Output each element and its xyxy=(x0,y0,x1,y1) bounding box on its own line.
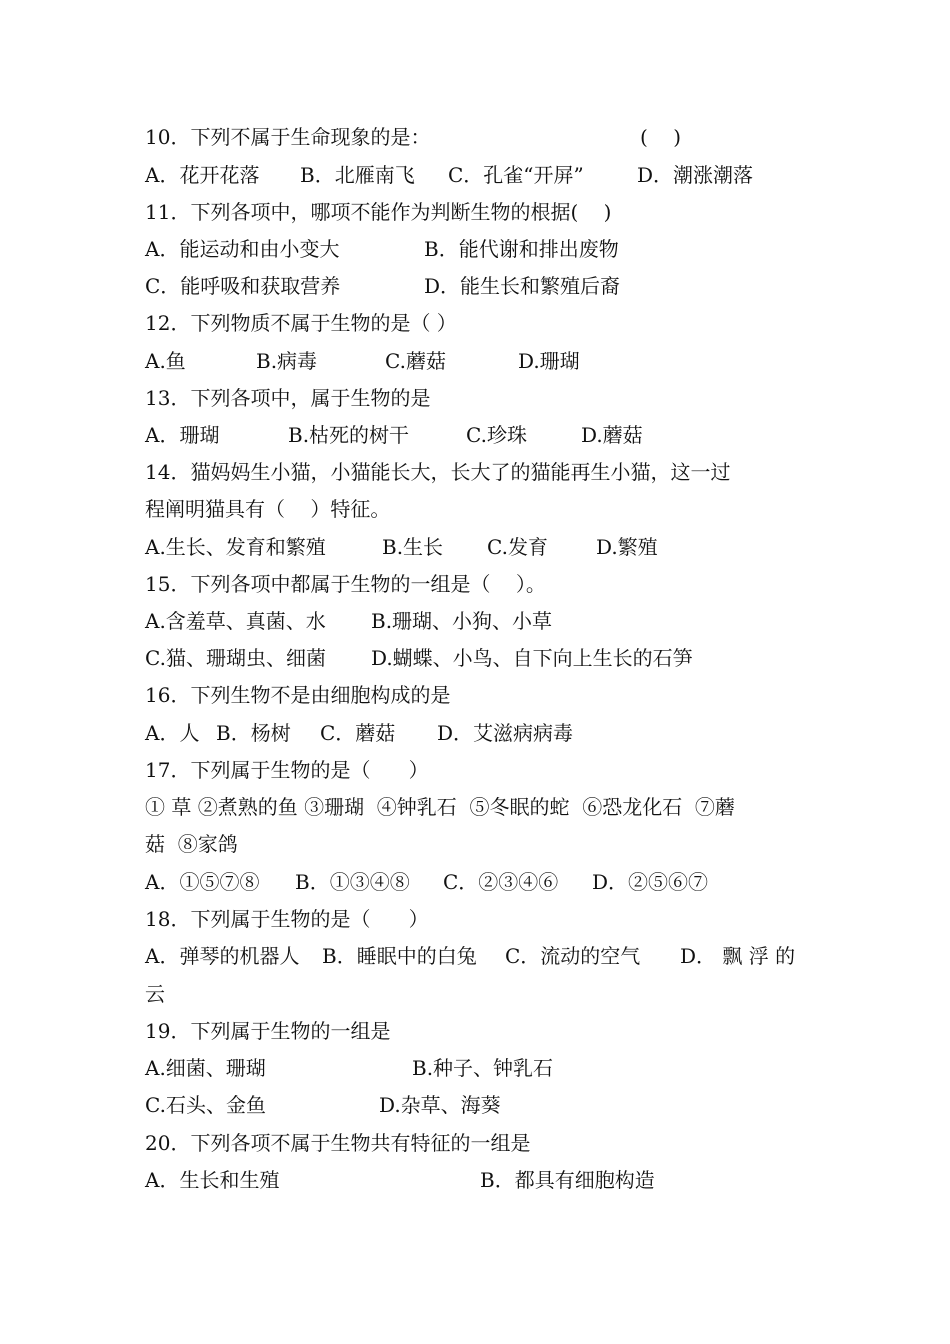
question-14-stem-line-2: 程阐明猫具有（ ）特征。 xyxy=(145,497,391,521)
option-d: D.繁殖 xyxy=(596,535,658,559)
option-d: D.杂草、海葵 xyxy=(379,1093,501,1117)
option-c: C.发育 xyxy=(487,535,548,559)
question-18-stem: 18．下列属于生物的是（ ） xyxy=(145,907,429,931)
option-c: C.珍珠 xyxy=(466,423,527,447)
question-13-options xyxy=(145,422,643,448)
option-b: B．杨树 xyxy=(216,721,291,745)
question-17-stem: 17．下列属于生物的是（ ） xyxy=(145,758,429,782)
option-d: D．能生长和繁殖后裔 xyxy=(424,274,621,298)
question-10-stem-line xyxy=(145,124,682,150)
option-c: C.猫、珊瑚虫、细菌 xyxy=(145,646,326,670)
option-d: D．②⑤⑥⑦ xyxy=(592,870,709,894)
option-d: D.蘑菇 xyxy=(581,423,643,447)
question-18-option-d-continued: 云 xyxy=(145,982,165,1006)
option-b: B．能代谢和排出废物 xyxy=(424,237,619,261)
option-a: A．①⑤⑦⑧ xyxy=(145,870,260,894)
option-b: B.种子、钟乳石 xyxy=(412,1056,554,1080)
option-b: B．都具有细胞构造 xyxy=(480,1168,655,1192)
option-b: B.生长 xyxy=(382,535,444,559)
option-b: B.枯死的树干 xyxy=(288,423,410,447)
option-a: A.含羞草、真菌、水 xyxy=(145,609,326,633)
option-b: B．①③④⑧ xyxy=(295,870,410,894)
option-d: D．艾滋病病毒 xyxy=(437,721,574,745)
option-a: A.细菌、珊瑚 xyxy=(145,1056,266,1080)
option-a: A.鱼 xyxy=(145,349,186,373)
question-15-options-ab xyxy=(145,608,553,634)
option-c: C．流动的空气 xyxy=(505,944,641,968)
option-c: C．蘑菇 xyxy=(320,721,396,745)
question-12-stem: 12．下列物质不属于生物的是（ ） xyxy=(145,311,457,335)
question-14-stem-line-1: 14．猫妈妈生小猫，小猫能长大，长大了的猫能再生小猫，这一过 xyxy=(145,460,731,484)
option-d: D． 飘 浮 的 xyxy=(680,944,796,968)
option-a: A．能运动和由小变大 xyxy=(145,237,340,261)
option-a: A．生长和生殖 xyxy=(145,1168,280,1192)
option-a: A．花开花落 xyxy=(145,163,260,187)
question-15-stem: 15．下列各项中都属于生物的一组是（ ）。 xyxy=(145,572,546,596)
question-11-stem: 11．下列各项中，哪项不能作为判断生物的根据( ) xyxy=(145,200,612,224)
question-11-options-ab xyxy=(145,236,619,262)
question-12-options xyxy=(145,348,580,374)
option-b: B．睡眠中的白兔 xyxy=(322,944,477,968)
question-18-options xyxy=(145,943,796,969)
question-15-options-cd xyxy=(145,645,693,671)
option-c: C.蘑菇 xyxy=(385,349,446,373)
question-19-options-ab xyxy=(145,1055,554,1081)
question-14-options xyxy=(145,534,658,560)
question-17-items-line-1: ① 草 ②煮熟的鱼 ③珊瑚 ④钟乳石 ⑤冬眠的蛇 ⑥恐龙化石 ⑦蘑 xyxy=(145,795,735,819)
question-11-options-cd xyxy=(145,273,621,299)
option-d: D．潮涨潮落 xyxy=(637,163,754,187)
option-a: A.生长、发育和繁殖 xyxy=(145,535,326,559)
option-c: C．②③④⑥ xyxy=(443,870,559,894)
option-a: A．弹琴的机器人 xyxy=(145,944,300,968)
question-17-options xyxy=(145,869,709,895)
option-b: B.病毒 xyxy=(256,349,318,373)
option-c: C.石头、金鱼 xyxy=(145,1093,266,1117)
question-10-answer-paren: ( ) xyxy=(640,125,682,149)
option-b: B.珊瑚、小狗、小草 xyxy=(371,609,553,633)
question-17-items-line-2: 菇 ⑧家鸽 xyxy=(145,832,238,856)
question-16-stem: 16．下列生物不是由细胞构成的是 xyxy=(145,683,451,707)
option-a: A．珊瑚 xyxy=(145,423,220,447)
question-20-stem: 20．下列各项不属于生物共有特征的一组是 xyxy=(145,1131,531,1155)
option-c: C．能呼吸和获取营养 xyxy=(145,274,341,298)
option-c: C．孔雀“开屏” xyxy=(448,163,584,187)
question-10-stem: 10．下列不属于生命现象的是： xyxy=(145,125,431,149)
question-20-options-ab xyxy=(145,1167,655,1193)
question-19-options-cd xyxy=(145,1092,501,1118)
option-b: B．北雁南飞 xyxy=(300,163,415,187)
option-d: D.珊瑚 xyxy=(518,349,580,373)
question-10-options xyxy=(145,162,754,188)
question-13-stem: 13．下列各项中，属于生物的是 xyxy=(145,386,431,410)
option-a: A．人 xyxy=(145,721,200,745)
question-19-stem: 19．下列属于生物的一组是 xyxy=(145,1019,391,1043)
question-16-options xyxy=(145,720,574,746)
option-d: D.蝴蝶、小鸟、自下向上生长的石笋 xyxy=(371,646,693,670)
